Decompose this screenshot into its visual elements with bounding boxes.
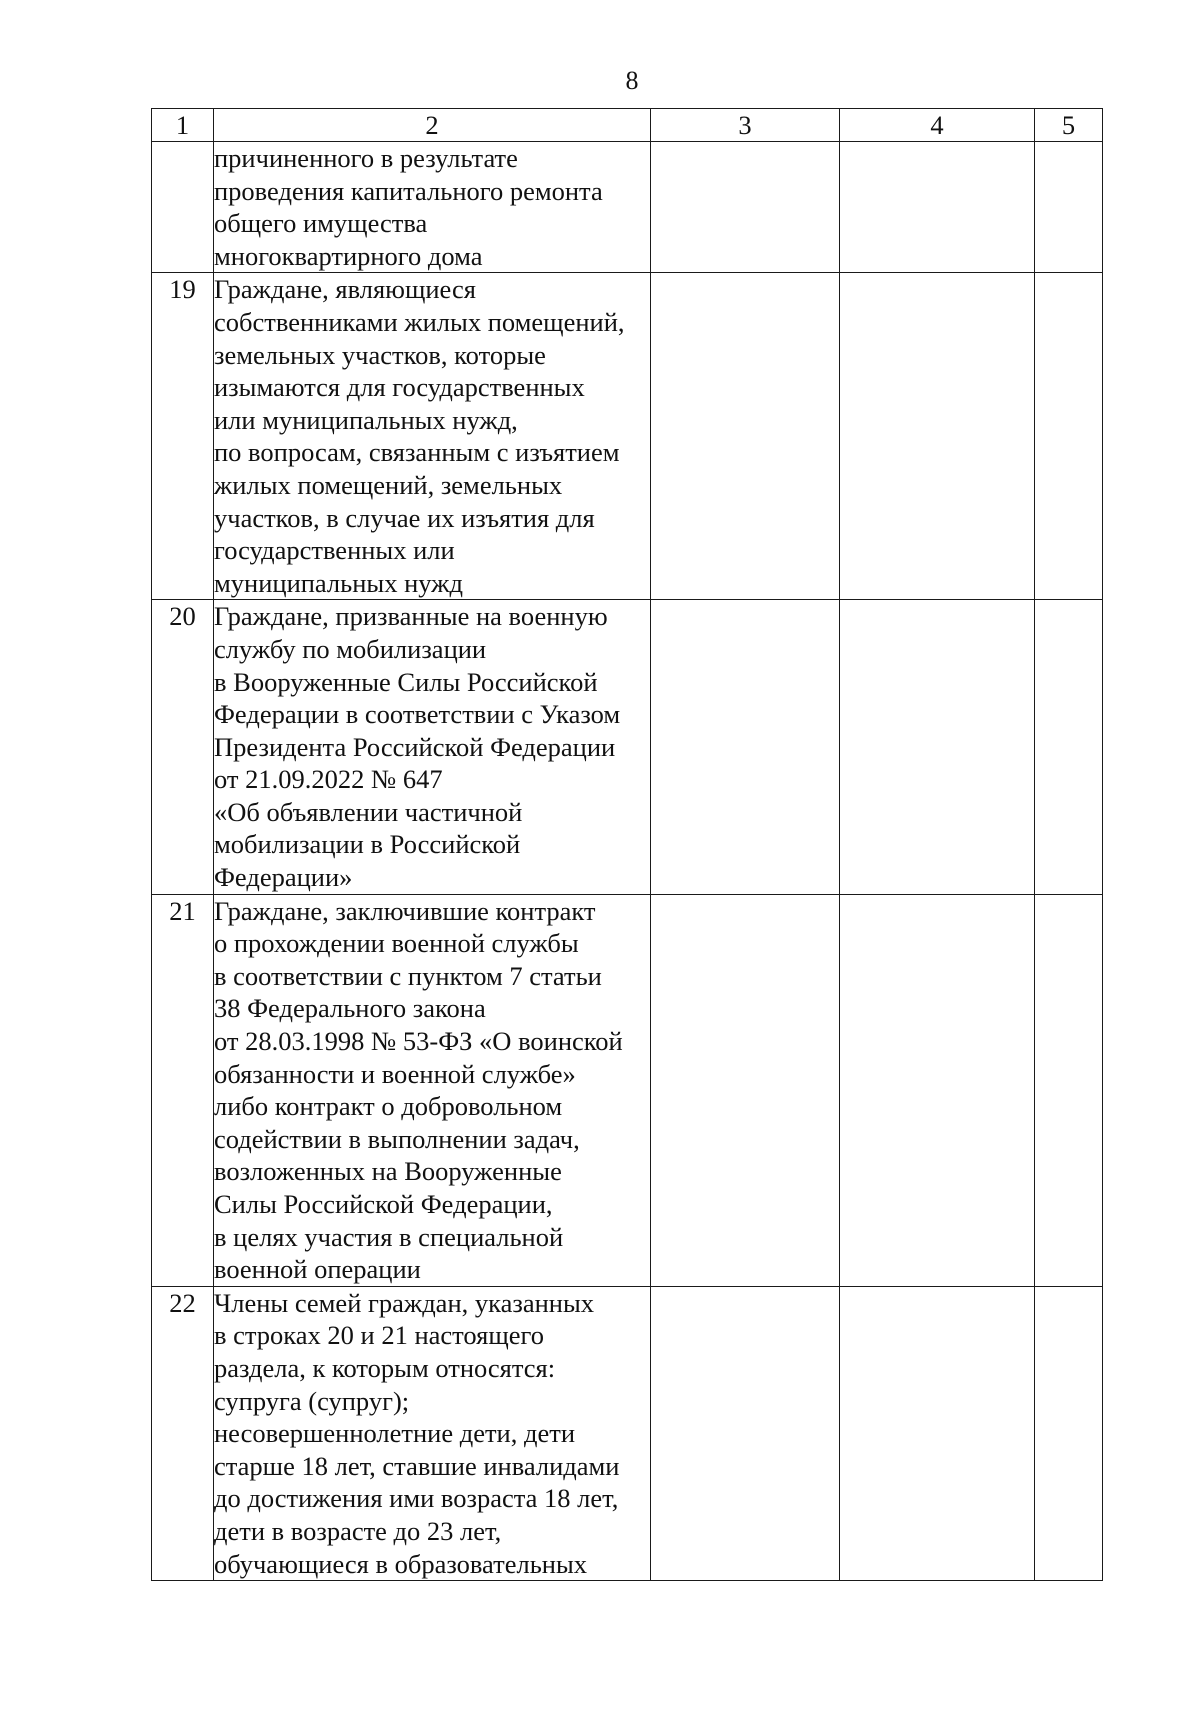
row-cell-4: [840, 600, 1035, 894]
row-cell-4: [840, 894, 1035, 1286]
row-cell-3: [651, 894, 840, 1286]
row-number: 19: [152, 273, 214, 600]
row-description: причиненного в результате проведения капитального ремонта общего имущества многоквартирного дома: [214, 142, 651, 273]
table-row: [152, 1286, 1103, 1580]
row-number: 21: [152, 894, 214, 1286]
row-description: Граждане, призванные на военную службу по мобилизации в Вооруженные Силы Российской Федерации в соответствии с Указом Президента Российской Федерации от 21.09.2022 № 647 «Об объявлении частичной мобилизации в Российской Федерации»: [214, 600, 651, 894]
document-table: [151, 108, 1103, 1581]
row-cell-5: [1035, 273, 1103, 600]
row-number: 20: [152, 600, 214, 894]
table-header-row: [152, 109, 1103, 142]
row-cell-3: [651, 1286, 840, 1580]
row-cell-4: [840, 142, 1035, 273]
row-cell-5: [1035, 600, 1103, 894]
table-row: [152, 894, 1103, 1286]
row-cell-3: [651, 273, 840, 600]
table-row: [152, 142, 1103, 273]
column-header-3: 3: [651, 109, 840, 142]
row-cell-3: [651, 142, 840, 273]
row-number: [152, 142, 214, 273]
page-number: 8: [625, 66, 639, 95]
row-cell-5: [1035, 142, 1103, 273]
row-cell-3: [651, 600, 840, 894]
row-cell-5: [1035, 1286, 1103, 1580]
table-row: [152, 273, 1103, 600]
column-header-1: 1: [152, 109, 214, 142]
row-cell-5: [1035, 894, 1103, 1286]
row-cell-4: [840, 1286, 1035, 1580]
table-row: [152, 600, 1103, 894]
column-header-2: 2: [214, 109, 651, 142]
column-header-5: 5: [1035, 109, 1103, 142]
row-number: 22: [152, 1286, 214, 1580]
row-description: Члены семей граждан, указанных в строках 20 и 21 настоящего раздела, к которым относятся: супруга (супруг); несовершеннолетние дети, дети старше 18 лет, ставшие инвалидами до достижения ими возраста 18 лет, дети в возрасте до 23 лет, обучающиеся в образовательных: [214, 1286, 651, 1580]
row-cell-4: [840, 273, 1035, 600]
row-description: Граждане, являющиеся собственниками жилых помещений, земельных участков, которые изымаются для государственных или муниципальных нужд, по вопросам, связанным с изъятием жилых помещений, земельных участков, в случае их изъятия для государственных или муниципальных нужд: [214, 273, 651, 600]
row-description: Граждане, заключившие контракт о прохождении военной службы в соответствии с пунктом 7 статьи 38 Федерального закона от 28.03.1998 № 53-ФЗ «О воинской обязанности и военной службе» либо контракт о добровольном содействии в выполнении задач, возложенных на Вооруженные Силы Российской Федерации, в целях участия в специальной военной операции: [214, 894, 651, 1286]
column-header-4: 4: [840, 109, 1035, 142]
